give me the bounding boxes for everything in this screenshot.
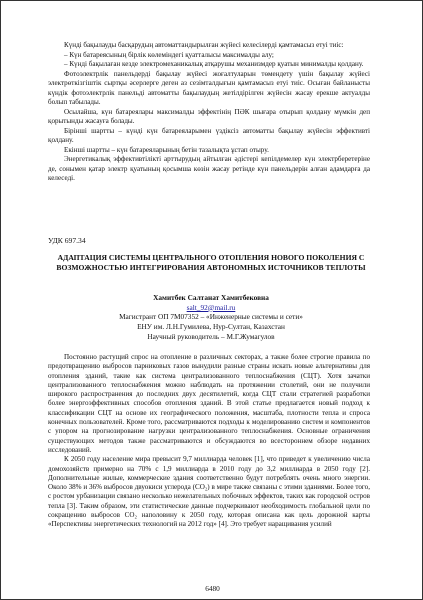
paragraph: Екінші шартты – күн батареяларының бетін тазалықта ұстап отыру. [64, 145, 269, 154]
author-supervisor: Научный руководитель – М.Г.Жумагулов [147, 331, 275, 341]
author-program: Магистрант ОП 7М07352 – «Инженерные системы и сети» [119, 312, 303, 322]
article-title: АДАПТАЦИЯ СИСТЕМЫ ЦЕНТРАЛЬНОГО ОТОПЛЕНИЯ НОВОГО ПОКОЛЕНИЯ С ВОЗМОЖНОСТЬЮ ИНТЕГРИРОВАНИЯ АВТОНОМНЫХ ИСТОЧНИКОВ ТЕПЛОТЫ [56, 253, 366, 272]
author-block [48, 293, 374, 342]
paragraph: Күнді бақылауды басқарудың автоматтандырылған жүйесі келесілерді қамтамасыз етуі тиіс: [64, 41, 344, 49]
list-item: – Күн батареясының бірлік көлеміндегі қуатталысы максималды алу; [64, 50, 274, 59]
paragraph: К 2050 году население мира превысит 9,7 миллиарда человек [1], что приведет к увеличению числа домохозяйств примерно на 70% с 1,9 миллиарда в 2010 году до 3,2 миллиарда в 2050 году [2]. Дополнительные жилые, коммерческие здания соответственно будут потреблять очень много энергии. Около 38% и 36% выбросов двуокиси углерода (CO₂) в мире также связаны с этими зданиями. Более того, с ростом урбанизации связано несколько нежелательных побочных эффектов, таких как городской остров тепла [3]. Таким образом, эти статистические данные подчеркивают необходимость глобальной цели по сокращению выбросов CO₂ наполовину к 2050 году, которая описана как цель дорожной карты «Перспективы энергетических технологий на 2012 год» [4]. Это требует наращивания усилий [48, 455, 370, 529]
udk-code: УДК 697.34 [48, 236, 86, 245]
author-name: Хамитбек Салтанат Хамитбековна [153, 293, 269, 302]
list-item: – Күнді бақылаған кезде электромеханикалық атқарушы механизмдер қуатын минималды қолдану. [64, 60, 364, 68]
paragraph: Фотоэлектрлік панельдерді бақылау жүйесі жоғалтуларын төмендету үшін бақылау жүйесі электрөткізгіштік сыртқы әсерлерге деген аз сезімталдығын қамтамасыз етуі тиіс. Осыған байланысты күндік фотоэлектрлік панельді автоматты бақылаудың жетілдірілген жүйесін жасау ерекше актуалды болып табылады. [48, 69, 370, 106]
author-university: ЕНУ им. Л.Н.Гумилева, Нур-Султан, Казахстан [137, 322, 285, 332]
kazakh-text-block [48, 41, 370, 184]
russian-body-text [48, 353, 370, 530]
paragraph: Энергетикалық эффективтілікті арттырудың айтылған әдістері кепілдемелер күн электрберетеріне де, сонымен қатар электр қуатының қосымша көзін жасау ретінде күн панельдерін алған адамдарға да келеседі. [48, 155, 370, 182]
paragraph: Постоянно растущий спрос на отопление в различных секторах, а также более строгие правила по предотвращению выбросов парниковых газов вынудили разные страны искать новые альтернативы для отопления зданий, такие как система централизованного теплоснабжения (СЦТ). Хотя зачатки централизованного теплоснабжения можно наблюдать на протяжении столетий, они не получили широкого распространения до последних двух десятилетий, когда СЦТ стали стратегией разработки более энергоэффективных способов отопления зданий. В этой статье предлагается новый подход к классификации СЦТ на основе их географического положения, масштаба, плотности тепла и спроса конечных пользователей. Кроме того, рассматриваются подходы к моделированию систем и компонентов с упором на прогнозирование нагрузки централизованного теплоснабжения. Основные ограничения существующих методов также рассматриваются и обсуждаются во всестороннем обзоре недавних исследований. [48, 353, 370, 454]
paragraph: Бірінші шартты – күнді күн батареяларымен үздіксіз автоматты бақылау жүйесін эффективті қолдану. [48, 126, 370, 144]
paragraph: Осылайша, күн батареялары максималды эффектінің ПӘК шығара отырып қолдану мүмкін деп қорытынды жасауға болады. [48, 107, 370, 125]
page-number: 6480 [205, 584, 220, 593]
author-email-link[interactable]: salt_92@mail.ru [186, 302, 236, 312]
